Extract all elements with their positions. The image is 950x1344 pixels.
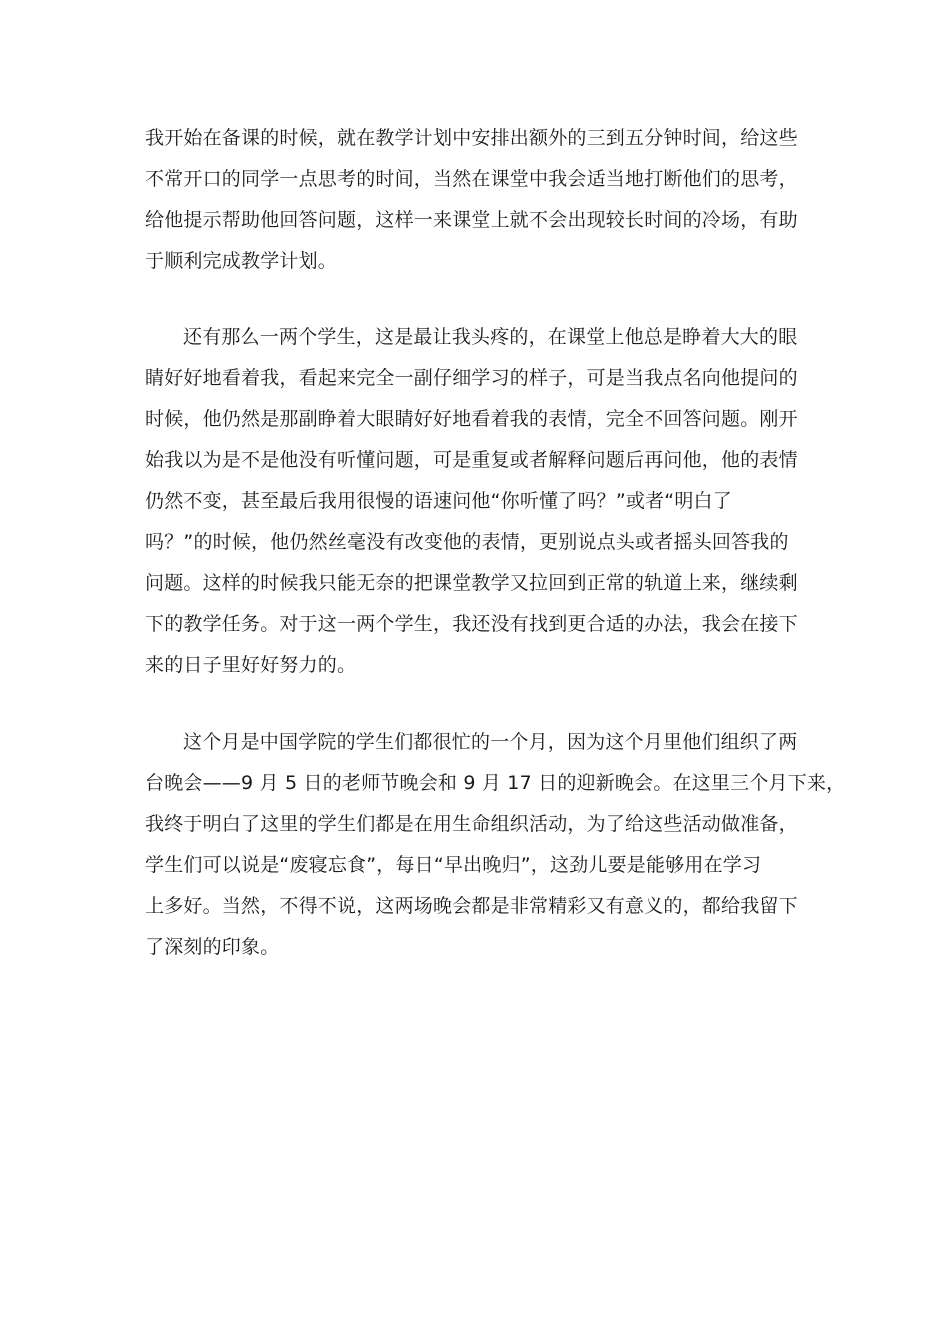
text-line: 台晚会——9 月 5 日的老师节晚会和 9 月 17 日的迎新晚会。在这里三个月下来，	[145, 772, 846, 794]
text-line: 时候，他仍然是那副睁着大眼睛好好地看着我的表情，完全不回答问题。刚开	[145, 408, 798, 430]
text-line: 来的日子里好好努力的。	[145, 654, 357, 676]
text-line: 了深刻的印象。	[145, 936, 280, 958]
text-line: 上多好。当然，不得不说，这两场晚会都是非常精彩又有意义的，都给我留下	[145, 895, 798, 917]
text-line: 睛好好地看着我，看起来完全一副仔细学习的样子，可是当我点名向他提问的	[145, 367, 798, 389]
text-line: 这个月是中国学院的学生们都很忙的一个月，因为这个月里他们组织了两	[183, 731, 798, 753]
text-line: 还有那么一两个学生，这是最让我头疼的，在课堂上他总是睁着大大的眼	[183, 326, 798, 348]
text-line: 吗？”的时候，他仍然丝毫没有改变他的表情，更别说点头或者摇头回答我的	[145, 531, 789, 553]
text-line: 我终于明白了这里的学生们都是在用生命组织活动，为了给这些活动做准备，	[145, 813, 798, 835]
text-line: 于顺利完成教学计划。	[145, 250, 338, 272]
text-line: 我开始在备课的时候，就在教学计划中安排出额外的三到五分钟时间，给这些	[145, 127, 798, 149]
text-line: 始我以为是不是他没有听懂问题，可是重复或者解释问题后再问他，他的表情	[145, 449, 798, 471]
text-line: 仍然不变，甚至最后我用很慢的语速问他“你听懂了吗？”或者“明白了	[145, 490, 732, 512]
text-line: 问题。这样的时候我只能无奈的把课堂教学又拉回到正常的轨道上来，继续剩	[145, 572, 798, 594]
text-line: 给他提示帮助他回答问题，这样一来课堂上就不会出现较长时间的冷场，有助	[145, 209, 798, 231]
text-line: 下的教学任务。对于这一两个学生，我还没有找到更合适的办法，我会在接下	[145, 613, 798, 635]
text-line: 学生们可以说是“废寝忘食”，每日“早出晚归”，这劲儿要是能够用在学习	[145, 854, 762, 876]
text-line: 不常开口的同学一点思考的时间，当然在课堂中我会适当地打断他们的思考，	[145, 168, 798, 190]
